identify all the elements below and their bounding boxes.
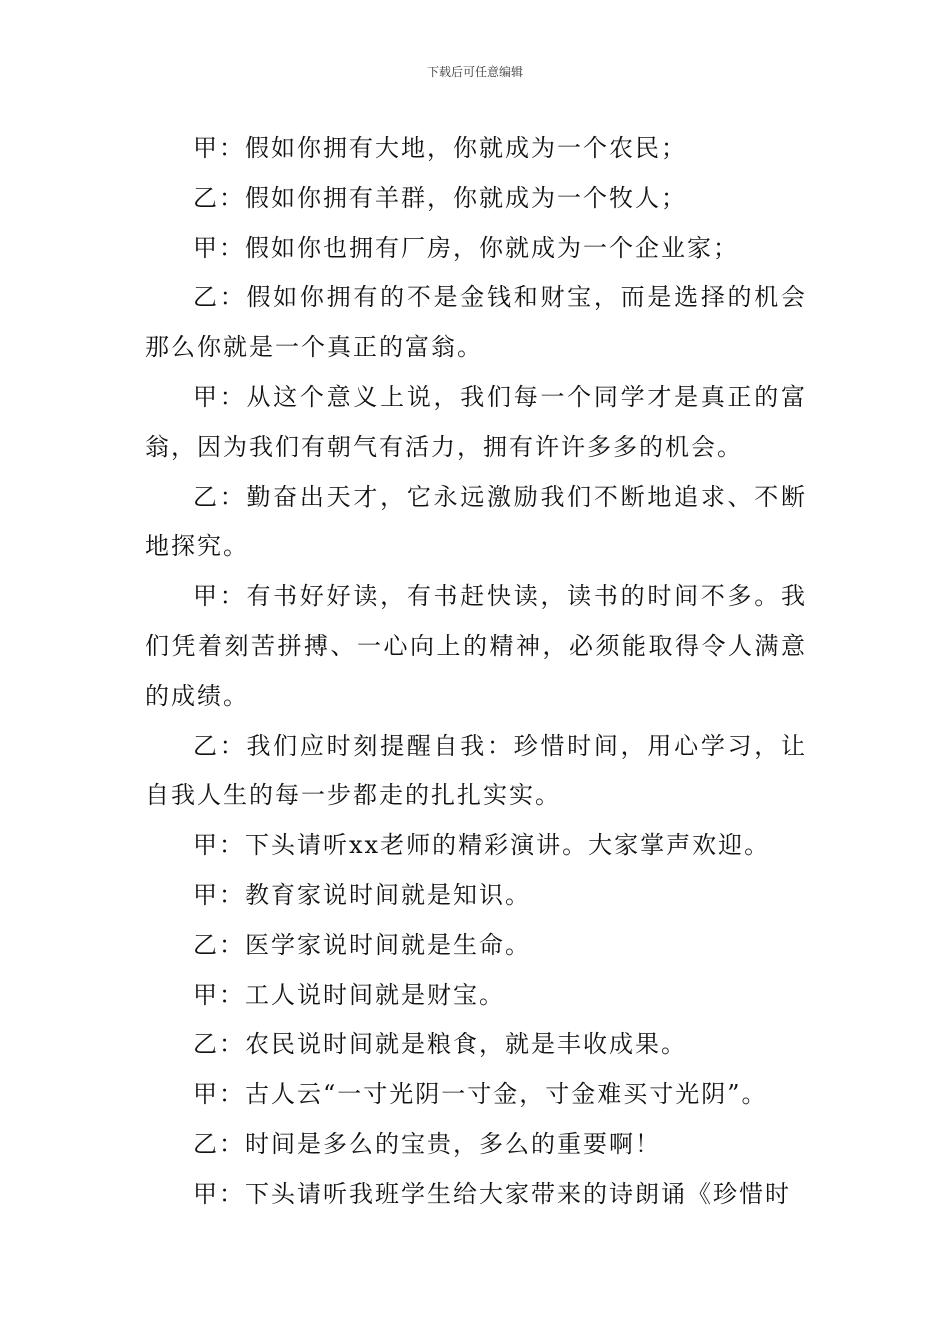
paragraph: 甲：下头请听xx老师的精彩演讲。大家掌声欢迎。 bbox=[193, 831, 771, 860]
paragraph: 乙：假如你拥有羊群，你就成为一个牧人； bbox=[193, 183, 687, 212]
paragraph: 乙：农民说时间就是粮食，就是丰收成果。 bbox=[193, 1030, 687, 1059]
paragraph: 甲：工人说时间就是财宝。 bbox=[193, 980, 505, 1009]
paragraph: 甲：假如你也拥有厂房，你就成为一个企业家； bbox=[193, 233, 739, 262]
paragraph: 甲：古人云“一寸光阴一寸金，寸金难买寸光阴”。 bbox=[193, 1080, 768, 1109]
paragraph: 乙：医学家说时间就是生命。 bbox=[193, 930, 531, 959]
page-header: 下载后可任意编辑 bbox=[426, 65, 523, 79]
paragraph: 甲：假如你拥有大地，你就成为一个农民； bbox=[193, 134, 687, 162]
paragraph: 乙：时间是多么的宝贵，多么的重要啊！ bbox=[193, 1129, 661, 1158]
paragraph: 乙：勤奋出天才，它永远激励我们不断地追求、不断地探究。 bbox=[145, 482, 807, 561]
paragraph: 甲：有书好好读，有书赶快读，读书的时间不多。我们凭着刻苦拼搏、一心向上的精神，必须能取得令人满意的成绩。 bbox=[145, 582, 807, 710]
paragraph: 乙：假如你拥有的不是金钱和财宝，而是选择的机会那么你就是一个真正的富翁。 bbox=[145, 283, 807, 362]
paragraph: 甲：从这个意义上说，我们每一个同学才是真正的富翁，因为我们有朝气有活力，拥有许许多多的机会。 bbox=[145, 382, 807, 461]
paragraph: 乙：我们应时刻提醒自我：珍惜时间，用心学习，让自我人生的每一步都走的扎扎实实。 bbox=[145, 731, 807, 810]
paragraph: 甲：教育家说时间就是知识。 bbox=[193, 880, 531, 909]
dialogue-body bbox=[145, 124, 807, 1220]
paragraph: 甲：下头请听我班学生给大家带来的诗朗诵《珍惜时 bbox=[193, 1179, 791, 1208]
